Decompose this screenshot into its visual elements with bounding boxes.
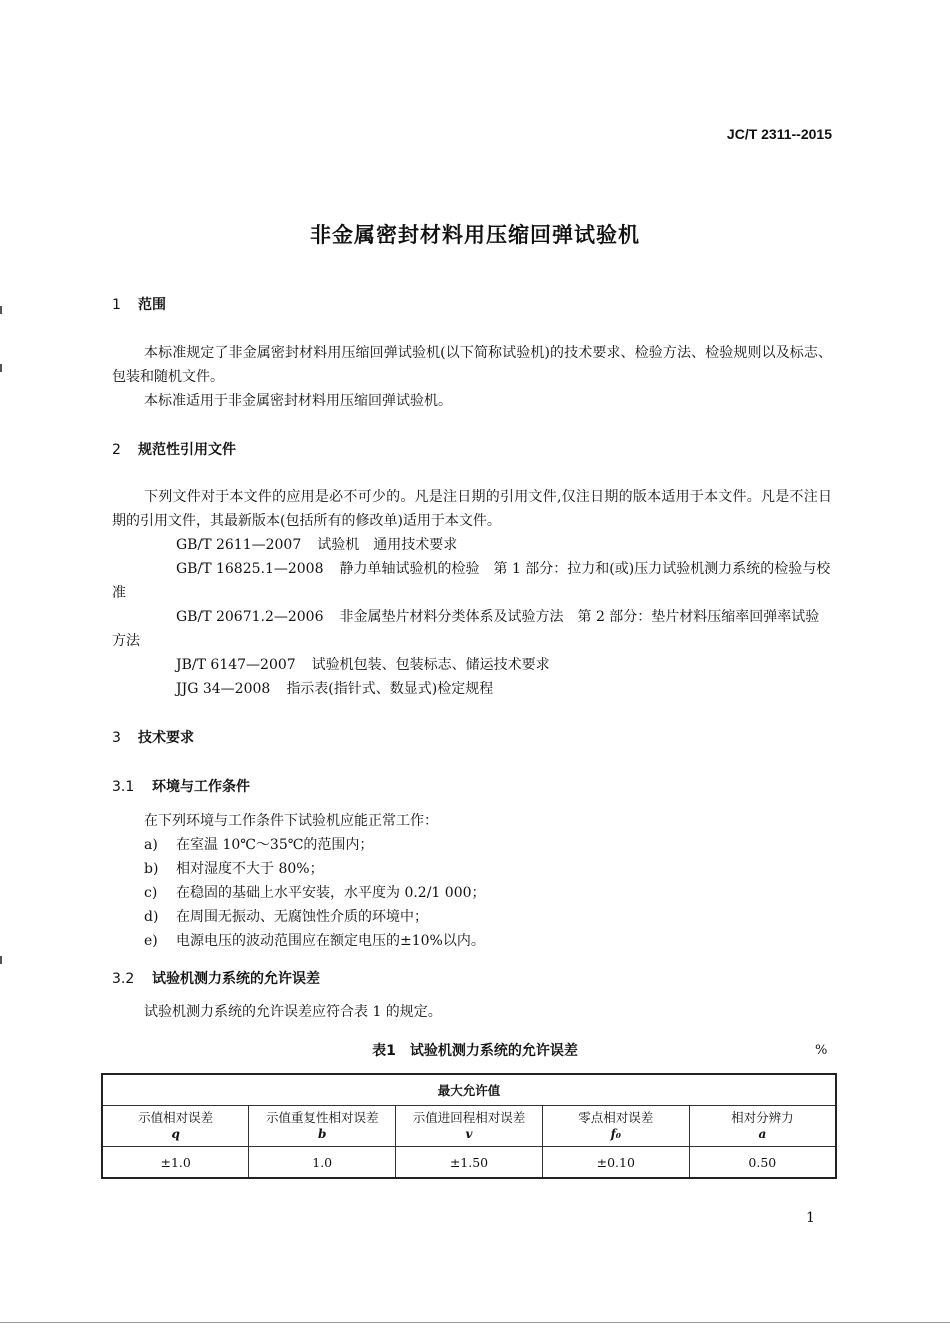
section-1-paragraph: 本标准适用于非金属密封材料用压缩回弹试验机。 xyxy=(144,393,452,409)
table-cell: ±1.50 xyxy=(396,1147,543,1179)
reference-code: GB/T 16825.1—2008 xyxy=(176,561,324,577)
column-symbol: a xyxy=(758,1127,767,1141)
column-label: 示值重复性相对误差 xyxy=(265,1110,379,1125)
list-text: 相对湿度不大于 80%； xyxy=(176,861,324,877)
column-symbol: b xyxy=(318,1127,327,1141)
scan-margin-mark xyxy=(0,364,2,372)
table-cell: 1.0 xyxy=(249,1147,396,1179)
column-header xyxy=(396,1106,543,1147)
section-title: 技术要求 xyxy=(138,730,194,746)
section-1-heading xyxy=(112,294,166,314)
section-2-heading xyxy=(112,439,236,459)
column-symbol: q xyxy=(171,1127,180,1141)
table-group-header-row xyxy=(102,1074,836,1106)
section-number: 2 xyxy=(112,442,121,458)
list-item xyxy=(144,833,373,857)
table-row xyxy=(102,1147,836,1179)
column-header xyxy=(249,1106,396,1147)
normative-reference xyxy=(112,605,832,653)
table-unit: % xyxy=(815,1043,828,1058)
section-number: 3.2 xyxy=(112,971,135,987)
section-number: 3 xyxy=(112,730,121,746)
column-label: 示值进回程相对误差 xyxy=(412,1110,526,1125)
normative-reference xyxy=(112,677,832,701)
table-cell: ±0.10 xyxy=(542,1147,689,1179)
document-number: JC/T 2311--2015 xyxy=(726,126,832,142)
normative-reference xyxy=(112,653,832,677)
list-text: 在稳固的基础上水平安装，水平度为 0.2/1 000； xyxy=(176,885,486,901)
reference-code: GB/T 2611—2007 xyxy=(176,537,302,553)
scan-margin-mark xyxy=(0,956,2,964)
scan-margin-mark xyxy=(0,306,2,314)
section-number: 3.1 xyxy=(112,779,135,795)
section-3-heading xyxy=(112,727,194,747)
list-label: a) xyxy=(144,837,158,853)
scan-bottom-edge xyxy=(0,1322,950,1323)
section-title: 环境与工作条件 xyxy=(152,779,250,795)
list-label: d) xyxy=(144,909,159,925)
table-caption: 表1 试验机测力系统的允许误差 xyxy=(372,1043,578,1059)
column-symbol: v xyxy=(465,1127,473,1141)
list-text: 电源电压的波动范围应在额定电压的±10%以内。 xyxy=(176,933,485,949)
normative-reference xyxy=(112,533,832,557)
reference-title: 指示表(指针式、数显式)检定规程 xyxy=(286,681,494,697)
table-group-header: 最大允许值 xyxy=(102,1074,836,1106)
section-title: 规范性引用文件 xyxy=(138,442,236,458)
list-label: e) xyxy=(144,933,158,949)
section-3-2-text: 试验机测力系统的允许误差应符合表 1 的规定。 xyxy=(144,1004,442,1020)
list-item xyxy=(144,881,486,905)
section-number: 1 xyxy=(112,297,121,313)
document-title: 非金属密封材料用压缩回弹试验机 xyxy=(310,223,640,247)
reference-title: 静力单轴试验机的检验 第 1 部分：拉力和(或)压力试验机测力系统的检验与校准 xyxy=(112,561,831,601)
column-header xyxy=(689,1106,836,1147)
table-cell: ±1.0 xyxy=(102,1147,249,1179)
normative-reference xyxy=(112,557,832,605)
section-title: 范围 xyxy=(138,297,166,313)
reference-code: GB/T 20671.2—2006 xyxy=(176,609,324,625)
page-number: 1 xyxy=(806,1210,815,1226)
column-label: 相对分辨力 xyxy=(731,1110,794,1125)
list-text: 在周围无振动、无腐蚀性介质的环境中； xyxy=(176,909,428,925)
list-text: 在室温 10℃～35℃的范围内； xyxy=(176,837,374,853)
reference-title: 试验机 通用技术要求 xyxy=(317,537,458,553)
list-item xyxy=(144,905,428,929)
list-label: b) xyxy=(144,861,159,877)
column-header xyxy=(542,1106,689,1147)
column-label: 零点相对误差 xyxy=(578,1110,654,1125)
reference-title: 非金属垫片材料分类体系及试验方法 第 2 部分：垫片材料压缩率回弹率试验方法 xyxy=(112,609,820,649)
reference-code: JB/T 6147—2007 xyxy=(176,657,296,673)
section-3-1-intro: 在下列环境与工作条件下试验机应能正常工作： xyxy=(144,813,438,829)
list-item xyxy=(144,857,324,881)
section-2-intro: 下列文件对于本文件的应用是必不可少的。凡是注日期的引用文件,仅注日期的版本适用于本文件。凡是不注日期的引用文件，其最新版本(包括所有的修改单)适用于本文件。 xyxy=(112,489,832,529)
list-item xyxy=(144,929,485,953)
list-label: c) xyxy=(144,885,158,901)
column-header xyxy=(102,1106,249,1147)
table-cell: 0.50 xyxy=(689,1147,836,1179)
section-title: 试验机测力系统的允许误差 xyxy=(152,971,320,987)
reference-title: 试验机包装、包装标志、储运技术要求 xyxy=(311,657,550,673)
section-3-2-heading xyxy=(112,968,320,988)
section-3-1-heading xyxy=(112,776,250,796)
allowable-error-table xyxy=(101,1073,837,1179)
section-1-paragraph: 本标准规定了非金属密封材料用压缩回弹试验机(以下简称试验机)的技术要求、检验方法、检验规则以及标志、包装和随机文件。 xyxy=(112,345,832,385)
column-symbol: f₀ xyxy=(610,1127,621,1141)
reference-code: JJG 34—2008 xyxy=(176,681,271,697)
table-header-row xyxy=(102,1106,836,1147)
column-label: 示值相对误差 xyxy=(138,1110,214,1125)
